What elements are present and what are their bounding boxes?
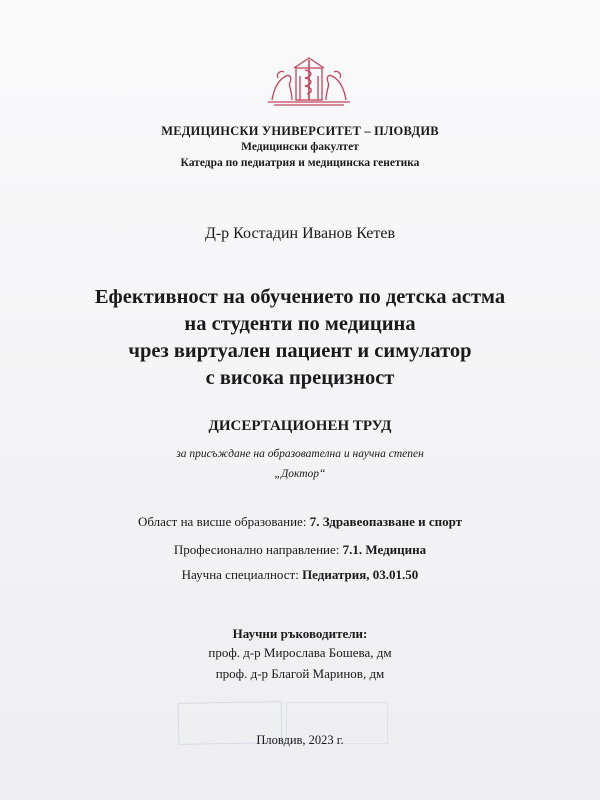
supervisors-heading: Научни ръководители: [232,626,368,641]
title-line: чрез виртуален пациент и симулатор [128,340,472,362]
degree-purpose: за присъждане на образователна и научна степен [176,448,424,460]
author-name: Д-р Костадин Иванов Кетев [204,225,396,242]
title-line: на студенти по медицина [184,313,416,335]
university-logo-icon [264,50,354,110]
degree-name: „Доктор“ [274,468,326,480]
scientific-specialty [0,567,600,583]
title-line: Ефективност на обучението по детска астма [94,286,506,308]
specialty-label: Научна специалност: [181,567,303,582]
direction-value: 7.1. Медицина [342,542,427,557]
title-line: с висока прецизност [205,367,395,389]
department-name: Катедра по педиатрия и медицинска генетика [180,157,420,169]
field-of-education [0,514,600,530]
field-label: Област на висше образование: [137,514,310,529]
faculty-name: Медицински факултет [241,141,359,153]
dissertation-title [0,284,600,392]
work-type: ДИСЕРТАЦИОНЕН ТРУД [208,418,392,434]
supervisor-item: проф. д-р Мирослава Бошева, дм [208,645,392,660]
university-name: МЕДИЦИНСКИ УНИВЕРСИТЕТ – ПЛОВДИВ [161,124,439,138]
direction-label: Професионално направление: [173,542,343,557]
professional-direction [0,542,600,558]
specialty-value: Педиатрия, 03.01.50 [302,567,419,582]
field-value: 7. Здравеопазване и спорт [309,514,463,529]
supervisor-item: проф. д-р Благой Маринов, дм [215,666,385,681]
place-and-date: Пловдив, 2023 г. [256,733,344,747]
